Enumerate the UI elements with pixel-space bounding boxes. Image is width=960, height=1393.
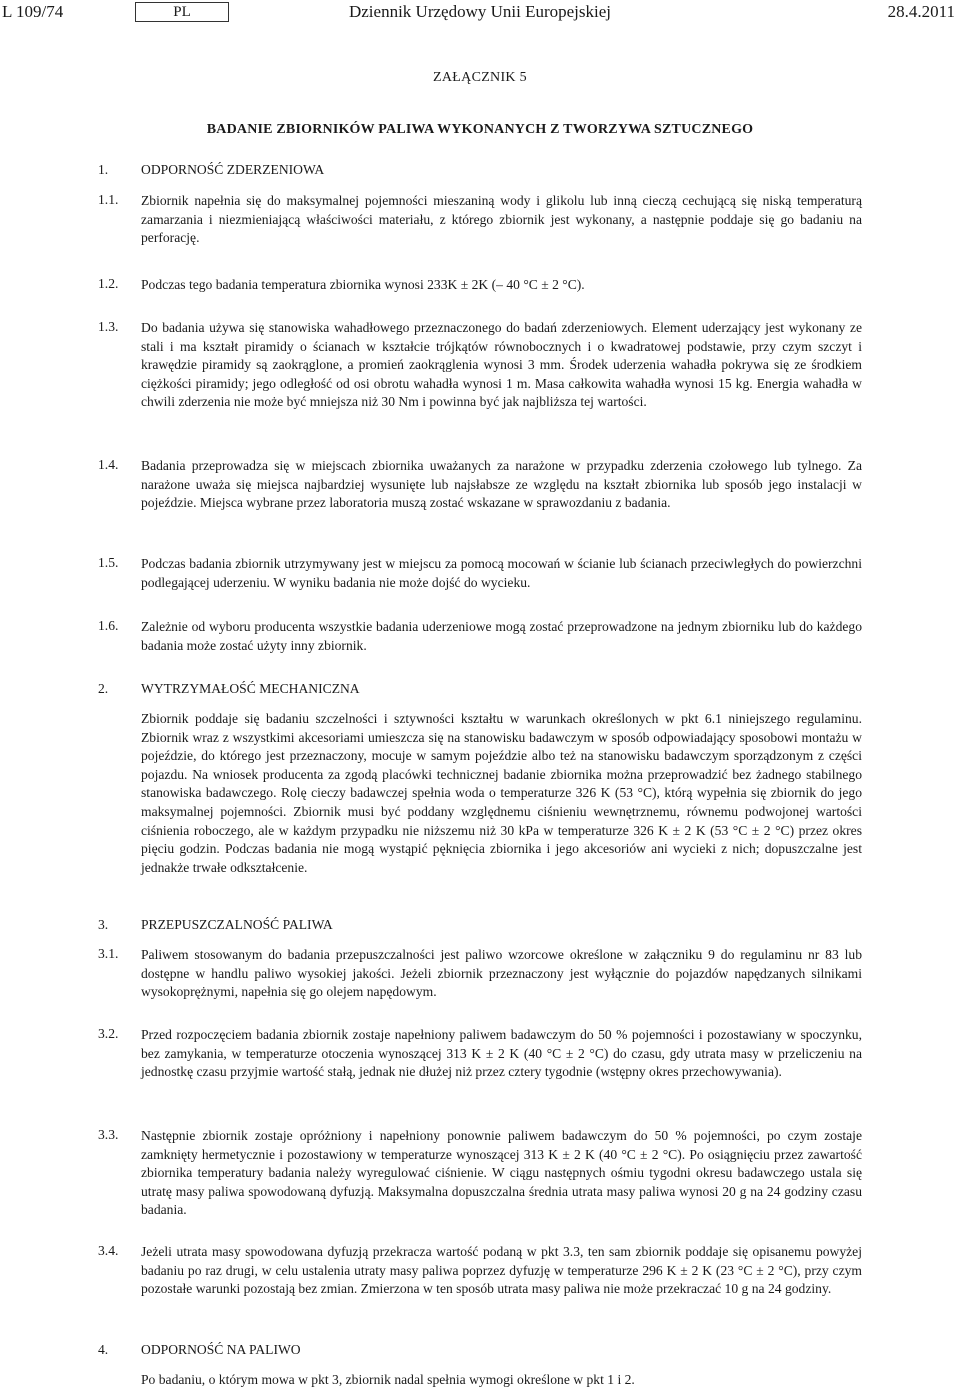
section-number: 3.	[98, 917, 109, 932]
paragraph-text: Następnie zbiornik zostaje opróżniony i napełniony ponownie paliwem badawczym do 50 % pojemności, po czym zostaje zamknięty hermetycznie i pozostawiony w temperaturze wynoszącej 313 K ± 2 K (40 °C ± 2 °C). Po osiągnięciu przez zawartość zbiornika temperatury badania należy wyregulować ciśnienie. W ciągu następnych ośmiu tygodni okresu badawczego ustala się utratę masy paliwa spowodowaną dyfuzją. Maksymalna dopuszczalna średnia utrata masy paliwa wynosi 20 g na 24 godziny czasu badania.	[141, 1128, 862, 1218]
paragraph-text: Po badaniu, o którym mowa w pkt 3, zbiornik nadal spełnia wymogi określone w pkt 1 i 2.	[141, 1372, 635, 1387]
paragraph-text: Przed rozpoczęciem badania zbiornik zostaje napełniony paliwem badawczym do 50 % pojemności i pozostawiany w spoczynku, bez zamykania, w temperaturze otoczenia wynoszącej 313 K ± 2 K (40 °C ± 2 °C) do czasu, gdy utrata masy w przeliczeniu na jednostkę czasu przyjmie wartość stałą, jednak nie dłużej niż przez cztery tygodnie (wstępny okres przechowywania).	[141, 1027, 862, 1080]
paragraph-number: 3.2.	[98, 1026, 119, 1041]
paragraph-text: Podczas badania zbiornik utrzymywany jest w miejscu za pomocą mocowań w ścianie lub ścianach przeciwległych do powierzchni podlegającej uderzeniu. W wyniku badania nie może dojść do wycieku.	[141, 556, 862, 590]
paragraph-text: Paliwem stosowanym do badania przepuszczalności jest paliwo wzorcowe określone w załączniku 9 do regulaminu nr 83 lub dostępne w handlu paliwo wysokiej jakości. Jeżeli zbiornik przeznaczony jest wyłącznie do pojazdów napędzanych silnikami wysokoprężnymi, napełnia się go olejem napędowym.	[141, 947, 862, 1000]
section-number: 4.	[98, 1342, 109, 1357]
document-title: BADANIE ZBIORNIKÓW PALIWA WYKONANYCH Z TWORZYWA SZTUCZNEGO	[206, 122, 754, 137]
section-number: 1.	[98, 162, 109, 177]
paragraph-text: Jeżeli utrata masy spowodowana dyfuzją przekracza wartość podaną w pkt 3.3, ten sam zbiornik poddaje się opisanemu powyżej badaniu po raz drugi, w celu ustalenia utraty masy paliwa poprzez dyfuzję w temperaturze 296 K ± 2 K (23 °C ± 2 °C), przy czym pozostałe warunki pozostają bez zmian. Zmierzona w ten sposób utrata masy paliwa nie może przekraczać 10 g na 24 godziny.	[141, 1244, 862, 1297]
section-title: ODPORNOŚĆ NA PALIWO	[141, 1342, 301, 1357]
section-number: 2.	[98, 681, 109, 696]
paragraph-text: Zbiornik poddaje się badaniu szczelności i sztywności kształtu w warunkach określonych w pkt 6.1 niniejszego regulaminu. Zbiornik wraz z wszystkimi akcesoriami umieszcza się na stanowisku badawczym w sposób odpowiadający sposobowi montażu w pojeździe, do którego jest przeznaczony, mocuje w samym pojeździe albo też na stanowisku badawczym sporządzonym z części pojazdu. Na wniosek producenta za zgodą placówki technicznej badanie zbiornika można przeprowadzić bez żadnego stabilnego stanowiska badawczego. Rolę cieczy badawczej spełnia woda o temperaturze 326 K (53 °C), którą wypełnia się zbiornik do jego maksymalnej pojemności. Zbiornik musi być poddany względnemu ciśnieniu wewnętrznemu, równemu podwojonej wartości ciśnienia roboczego, ale w każdym przypadku nie niższemu niż 30 kPa w temperaturze 326 K ± 2 K (53 °C ± 2 °C) przez okres pięciu godzin. Podczas badania nie mogą wystąpić pęknięcia zbiornika i jego akcesoriów ani wycieki z nich; dopuszczalne jest jednakże trwałe odkształcenie.	[141, 711, 862, 875]
paragraph-number: 1.4.	[98, 457, 119, 472]
page-header	[0, 2, 960, 32]
paragraph-number: 3.1.	[98, 946, 119, 961]
paragraph-text: Zbiornik napełnia się do maksymalnej pojemności mieszaniną wody i glikolu lub inną cieczą cechującą się niską temperaturą zamarzania i niezmieniającą właściwości materiału, z którego zbiornik jest wykonany, a następnie poddaje się go badaniu na perforację.	[141, 193, 862, 246]
section-title: PRZEPUSZCZALNOŚĆ PALIWA	[141, 917, 333, 932]
paragraph-number: 1.3.	[98, 319, 119, 334]
page-reference: L 109/74	[2, 2, 64, 21]
paragraph-number: 1.1.	[98, 192, 119, 207]
section-title: ODPORNOŚĆ ZDERZENIOWA	[141, 162, 325, 177]
paragraph-number: 3.4.	[98, 1243, 119, 1258]
paragraph-number: 3.3.	[98, 1127, 119, 1142]
paragraph-number: 1.6.	[98, 618, 119, 633]
paragraph-text: Zależnie od wyboru producenta wszystkie badania uderzeniowe mogą zostać przeprowadzone na jednym zbiorniku lub do każdego badania może zostać użyty inny zbiornik.	[141, 619, 862, 653]
annex-title: ZAŁĄCZNIK 5	[433, 70, 527, 85]
paragraph-text: Badania przeprowadza się w miejscach zbiornika uważanych za narażone w przypadku zderzenia czołowego lub tylnego. Za narażone uważa się miejsca najbardziej wysunięte lub najsłabsze ze względu na kształt zbiornika lub sposób jego instalacji w pojeździe. Miejsca wybrane przez laboratoria muszą zostać wskazane w sprawozdaniu z badania.	[141, 458, 862, 511]
language-code-box: PL	[135, 2, 229, 22]
section-title: WYTRZYMAŁOŚĆ MECHANICZNA	[141, 681, 360, 696]
paragraph-text: Podczas tego badania temperatura zbiornika wynosi 233K ± 2K (– 40 °C ± 2 °C).	[141, 277, 585, 292]
paragraph-text: Do badania używa się stanowiska wahadłowego przeznaczonego do badań zderzeniowych. Element uderzający jest wykonany ze stali i ma kształt piramidy o ścianach w kształcie trójkątów równobocznych i o kwadratowej podstawie, przy czym szczyt i krawędzie piramidy są zaokrąglone, a promień zaokrąglenia wynosi 3 mm. Środek uderzenia wahadła pokrywa się ze środkiem ciężkości piramidy; jego odległość od osi obrotu wahadła wynosi 1 m. Masa całkowita wahadła wynosi 15 kg. Energia wahadła w chwili zderzenia nie może być mniejsza niż 30 Nm i powinna być jak najbliższa tej wartości.	[141, 320, 862, 410]
paragraph-number: 1.2.	[98, 276, 119, 291]
paragraph-number: 1.5.	[98, 555, 119, 570]
journal-title: Dziennik Urzędowy Unii Europejskiej	[348, 2, 611, 21]
publication-date: 28.4.2011	[887, 2, 955, 21]
